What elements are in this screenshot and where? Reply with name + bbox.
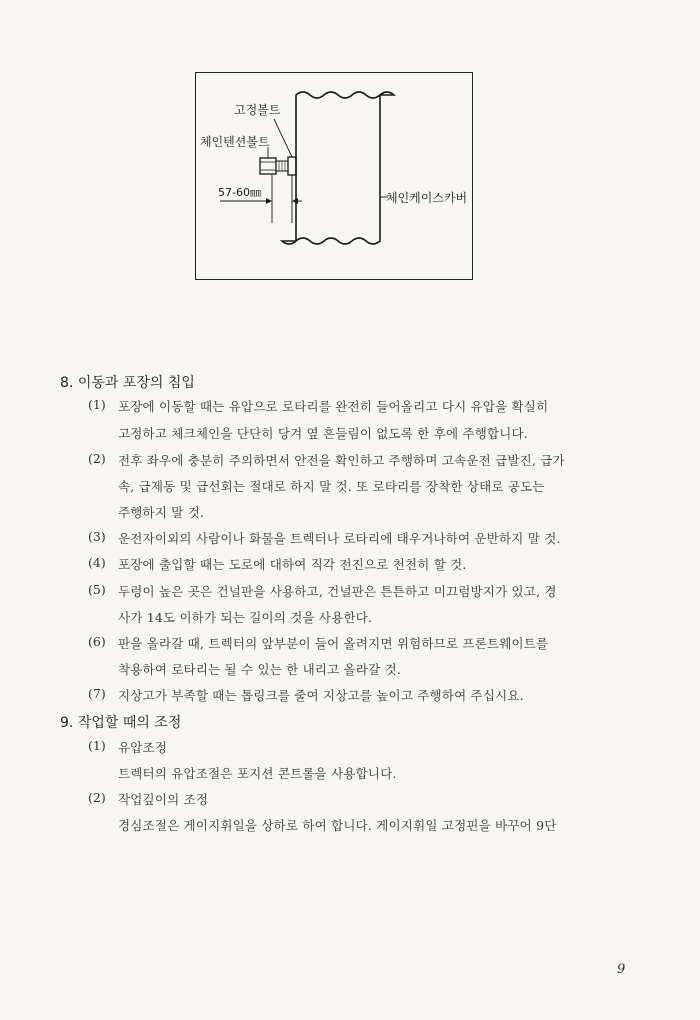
item-number: (7) [88, 686, 106, 701]
distance-label: 57-60㎜ [218, 186, 261, 199]
item-line: 전후 좌우에 충분히 주의하면서 안전을 확인하고 주행하며 고속운전 급발진, 급가 [118, 453, 565, 468]
chain-tension-diagram [195, 72, 473, 280]
item-number: (2) [88, 790, 106, 805]
item-number: (6) [88, 634, 106, 649]
page-number: 9 [617, 962, 626, 977]
item-line: 착용하여 로타리는 될 수 있는 한 내리고 올라갈 것. [118, 662, 402, 677]
item-line: 유압조정 [118, 740, 168, 755]
item-line: 사가 14도 이하가 되는 길이의 것을 사용한다. [118, 610, 373, 625]
section-title: 작업할 때의 조정 [77, 715, 182, 731]
item-line: 속, 급제동 및 급선회는 절대로 하지 말 것. 또 로타리를 장착한 상태로 공도는 [118, 479, 545, 494]
section-9-heading [60, 712, 181, 732]
item-line: 트렉터의 유압조절은 포지션 콘트롤을 사용합니다. [118, 766, 397, 781]
fixing-bolt [288, 157, 296, 175]
item-line: 운전자이외의 사람이나 화물을 트렉터나 로타리에 태우거나하여 운반하지 말 것. [118, 531, 561, 546]
section-number: 9. [60, 715, 74, 731]
chain-case-cover-label: 체인케이스카버 [386, 191, 468, 205]
section-number: 8. [60, 375, 74, 391]
item-number: (2) [88, 451, 106, 466]
item-line: 주행하지 말 것. [118, 505, 205, 520]
item-line: 포장에 이동할 때는 유압으로 로타리를 완전히 들어올리고 다시 유압을 확실히 [118, 399, 549, 414]
item-line: 경심조절은 게이지휘일을 상하로 하여 합니다. 게이지휘일 고정핀을 바꾸어 9단 [118, 818, 557, 833]
item-line: 고정하고 체크체인을 단단히 당겨 옆 흔들림이 없도록 한 후에 주행합니다. [118, 426, 528, 441]
item-number: (1) [88, 738, 106, 753]
chain-case-cover-shape [282, 92, 394, 244]
item-line: 지상고가 부족할 때는 톱링크를 줄여 지상고를 높이고 주행하여 주십시요. [118, 688, 524, 703]
tension-bolt-label: 체인텐션볼트 [200, 135, 270, 149]
tension-bolt-nut [260, 158, 276, 174]
section-title: 이동과 포장의 침입 [77, 375, 195, 391]
item-line: 포장에 출입할 때는 도로에 대하여 직각 전진으로 천천히 할 것. [118, 557, 467, 572]
item-number: (3) [88, 529, 106, 544]
item-number: (4) [88, 555, 106, 570]
section-8-heading [60, 372, 195, 392]
item-number: (1) [88, 397, 106, 412]
item-line: 작업깊이의 조정 [118, 792, 209, 807]
item-line: 두렁이 높은 곳은 건널판을 사용하고, 건널판은 튼튼하고 미끄럼방지가 있고, 경 [118, 584, 557, 599]
fixing-bolt-label: 고정볼트 [234, 103, 281, 117]
item-line: 판을 올라갈 때, 트렉터의 앞부분이 들어 올려지면 위험하므로 프론트웨이트를 [118, 636, 549, 651]
item-number: (5) [88, 582, 106, 597]
